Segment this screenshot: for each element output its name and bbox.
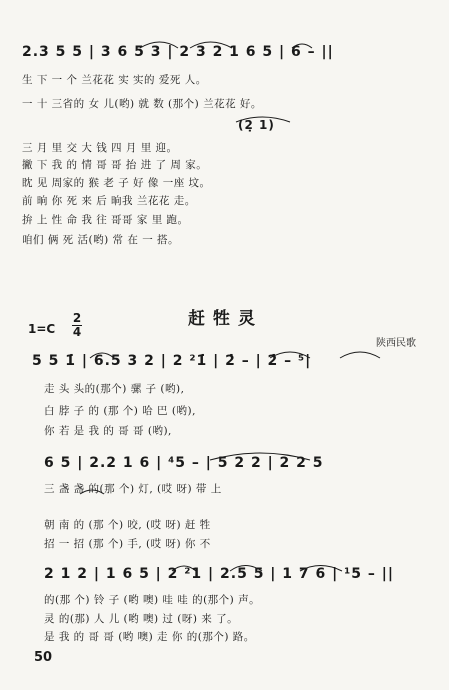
lyric-line-3-verse-3: 是 我 的 哥 哥 (哟 噢) 走 你 的(那个) 路。 (44, 631, 255, 643)
interlude-notation: (2̣ 1) (238, 118, 275, 132)
lyric-line-3-verse-1: 的(那 个) 铃 子 (哟 噢) 哇 哇 的(那个) 声。 (44, 594, 261, 606)
lyric-line-2-verse-2: 朝 南 的 (那 个) 咬, (哎 呀) 赶 牲 (44, 519, 211, 531)
lyric-line-3-verse-2: 灵 的(那) 人 儿 (哟 噢) 过 (呀) 来 了。 (44, 613, 239, 625)
verse-line-1: 三 月 里 交 大 钱 四 月 里 迎。 (22, 142, 178, 154)
lyric-line-1-verse-1: 走 头 头的(那个) 骡 子 (哟), (44, 383, 185, 395)
notation-line-3: 2 1 2 | 1 6 5 | 2 ²1 | 2.5 5 | 1 7 6 | ¹5 – || (44, 566, 394, 582)
prev-song-notation: 2.3 5 5 | 3 6 5 3 | 2 3 2 1 6 5 | 6 – || (22, 44, 334, 60)
verse-line-6: 咱们 俩 死 活(哟) 常 在 一 搭。 (22, 234, 180, 246)
time-signature-top: 2 (72, 311, 82, 325)
time-signature-bottom: 4 (72, 325, 82, 339)
lyric-line-2-verse-1: 三 盏 盏 的(那 个) 灯, (哎 呀) 带 上 (44, 483, 222, 495)
prev-song-lyric-line-2: 一 十 三省的 女 儿(哟) 就 数 (那个) 兰花花 好。 (22, 98, 262, 110)
lyric-line-1-verse-3: 你 若 是 我 的 哥 哥 (哟), (44, 425, 172, 437)
page-number: 50 (34, 650, 53, 665)
prev-song-lyric-line-1: 生 下 一 个 兰花花 实 实的 爱死 人。 (22, 74, 207, 86)
song-title: 赶牲灵 (188, 309, 263, 329)
notation-line-1: 5 5 1̇ | 6.5 3 2 | 2 ²1̇ | 2̇ – | 2̇ – ⁵| (32, 353, 312, 369)
lyric-line-1-verse-2: 白 脖 子 的 (那 个) 哈 巴 (哟), (44, 405, 196, 417)
lyric-line-2-verse-3: 招 一 招 (那 个) 手, (哎 呀) 你 不 (44, 538, 211, 550)
key-signature: 1=C (28, 322, 56, 336)
verse-line-2: 撇 下 我 的 情 哥 哥 抬 进 了 周 家。 (22, 159, 208, 171)
verse-line-3: 眈 见 周家的 猴 老 子 好 像 一座 坟。 (22, 177, 211, 189)
verse-line-4: 前 晌 你 死 来 后 晌我 兰花花 走。 (22, 195, 196, 207)
notation-line-2: 6 5 | 2.2 1 6 | ⁴5 – | 5 2 2 | 2 2 5 (44, 455, 324, 471)
verse-line-5: 拚 上 性 命 我 往 哥哥 家 里 跑。 (22, 214, 189, 226)
song-credit: 陕西民歌 (376, 338, 416, 349)
